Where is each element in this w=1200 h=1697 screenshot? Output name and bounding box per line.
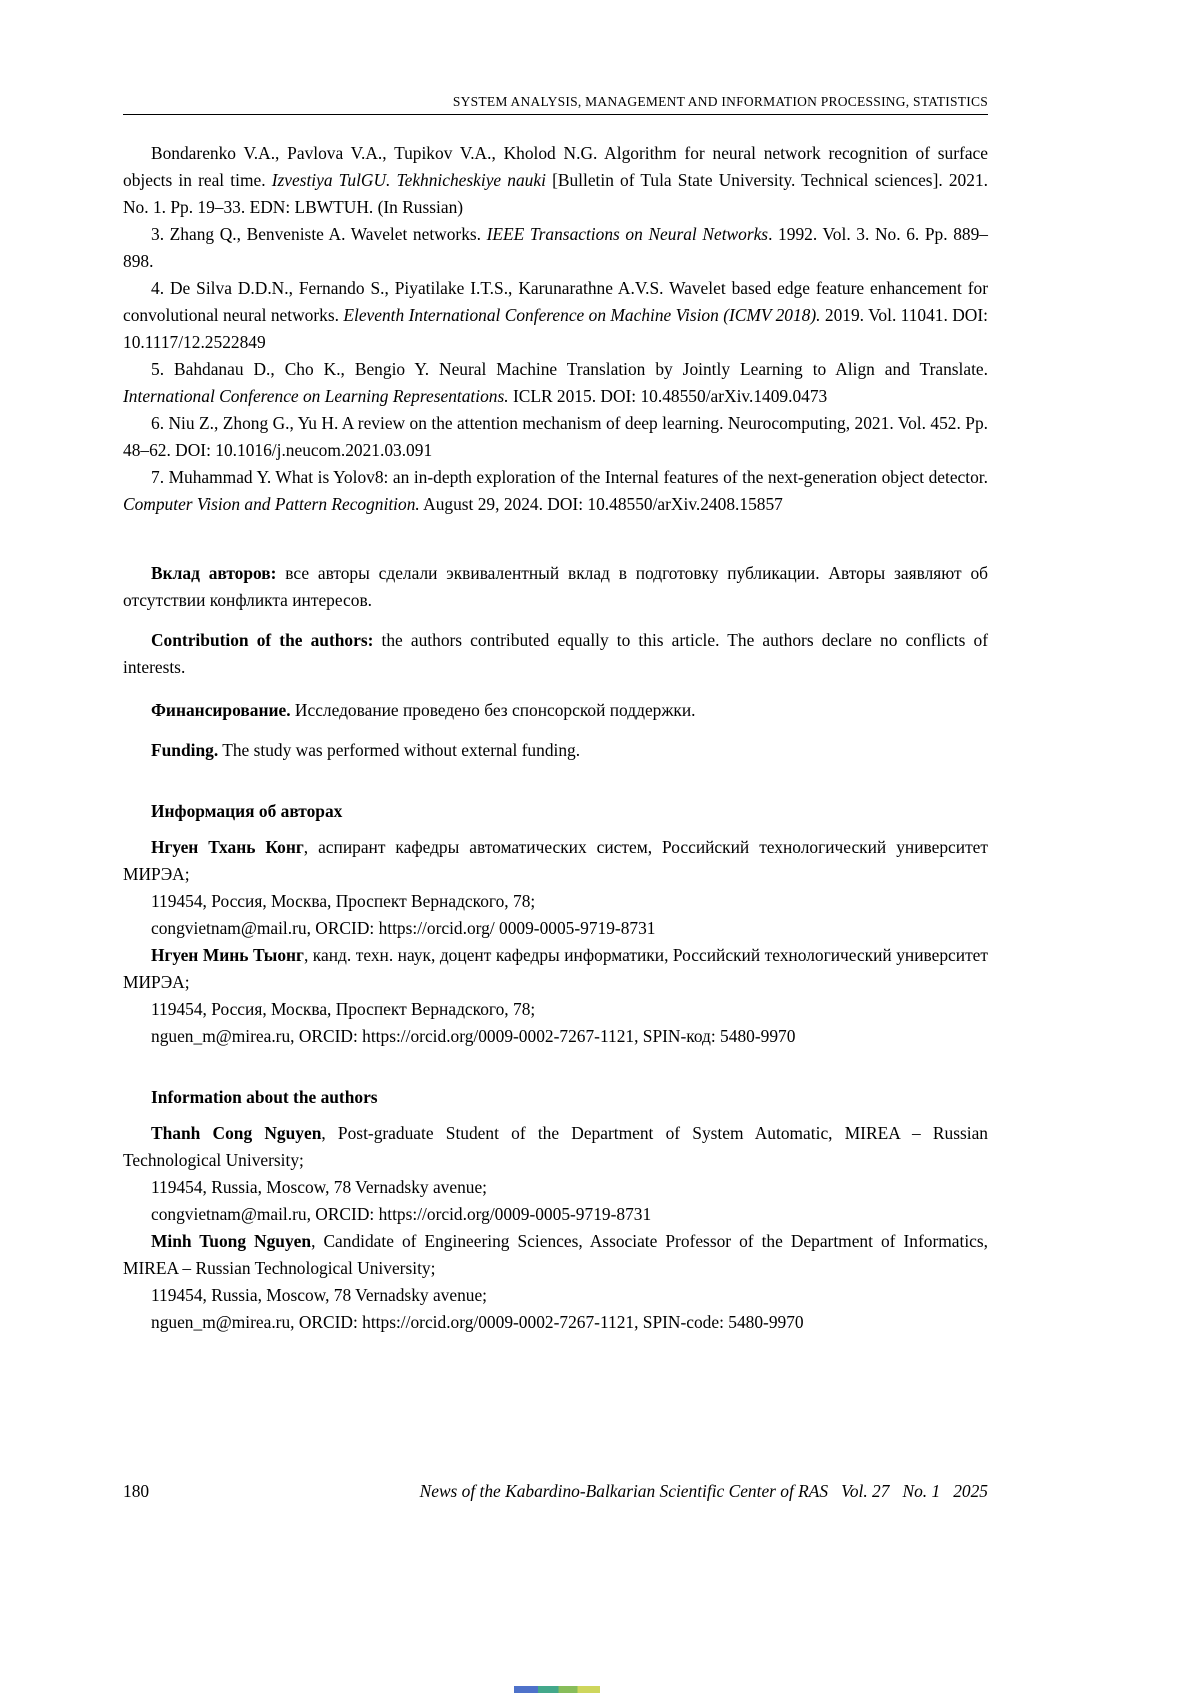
text-run: 119454, Россия, Москва, Проспект Вернадского, 78; [151,891,536,911]
italic-run: IEEE Transactions on Neural Networks [486,224,769,244]
author-ru-email-orcid [123,1023,988,1050]
header-rule [123,114,988,115]
text-run: , Candidate of Engineering Sciences, Associate Professor of the Department of Informatics, MIREA – Russian Technological University; [123,1231,988,1278]
references-section [123,140,988,518]
italic-run: Eleventh International Conference on Machine Vision (ICMV 2018). [343,305,821,325]
author-ru-address [123,996,988,1023]
funding-statement-en [123,737,988,764]
author-en-email-orcid [123,1309,988,1336]
author-en-address [123,1174,988,1201]
text-run: nguen_m@mirea.ru, ORCID: https://orcid.org/0009-0002-7267-1121, SPIN-код: 5480-9970 [151,1026,796,1046]
contribution-section [123,560,988,681]
text-run: , аспирант кафедры автоматических систем, Российский технологический университет МИРЭА; [123,837,988,884]
running-header [123,94,988,110]
text-run: 119454, Россия, Москва, Проспект Вернадского, 78; [151,999,536,1019]
reference-item [123,356,988,410]
running-header-text: SYSTEM ANALYSIS, MANAGEMENT AND INFORMATION PROCESSING, STATISTICS [452,94,988,109]
author-en-email-orcid [123,1201,988,1228]
text-run: 7. Muhammad Y. What is Yolov8: an in-depth exploration of the Internal features of the next-generation object detector. [151,467,988,487]
bold-run: Contribution of the authors: [151,630,374,650]
text-run: [Bulletin of Tula State University. Technical sciences]. 2021. No. 1. Pp. 19–33. EDN: LBWTUH. (In Russian) [123,170,988,217]
page-number: 180 [123,1481,150,1501]
text-run: , канд. техн. наук, доцент кафедры информатики, Российский технологический университет МИРЭА; [123,945,988,992]
page-content [123,140,988,1336]
author-ru-address [123,888,988,915]
funding-section [123,697,988,764]
author-en-name-affiliation [123,1120,988,1174]
bold-run: Funding. [151,740,219,760]
contribution-statement-en [123,627,988,681]
text-run: , Post-graduate Student of the Department of System Automatic, MIREA – Russian Technological University; [123,1123,988,1170]
journal-citation: News of the Kabardino-Balkarian Scientific Center of RAS Vol. 27 No. 1 2025 [419,1481,988,1501]
author-en-name-affiliation [123,1228,988,1282]
author-ru-name-affiliation [123,942,988,996]
bold-run: Финансирование. [151,700,291,720]
text-run: . 1992. Vol. 3. No. 6. Pp. 889–898. [123,224,988,271]
text-run: 119454, Russia, Moscow, 78 Vernadsky avenue; [151,1285,488,1305]
page-footer [123,1481,988,1502]
text-run: Исследование проведено без спонсорской поддержки. [290,700,696,720]
text-run: Bondarenko V.A., Pavlova V.A., Tupikov V.A., Kholod N.G. Algorithm for neural network recognition of surface objects in real time. [123,143,988,190]
text-run: The study was performed without external funding. [218,740,581,760]
text-run: 4. De Silva D.D.N., Fernando S., Piyatilake I.T.S., Karunarathne A.V.S. Wavelet based edge feature enhancement for convolutional neural networks. [123,278,988,325]
italic-run: Computer Vision and Pattern Recognition. [123,494,420,514]
author-ru-email-orcid [123,915,988,942]
text-run: 119454, Russia, Moscow, 78 Vernadsky avenue; [151,1177,488,1197]
color-artifact [514,1686,600,1693]
reference-item [123,275,988,356]
text-run: August 29, 2024. DOI: 10.48550/arXiv.2408.15857 [419,494,783,514]
reference-item [123,410,988,464]
text-run: 6. Niu Z., Zhong G., Yu H. A review on the attention mechanism of deep learning. Neurocomputing, 2021. Vol. 452. Pp. 48–62. DOI: 10.1016/j.neucom.2021.03.091 [123,413,988,460]
contribution-statement-ru [123,560,988,614]
italic-run: International Conference on Learning Representations. [123,386,509,406]
text-run: the authors contributed equally to this article. The authors declare no conflicts of interests. [123,630,988,677]
authors-en-heading: Information about the authors [151,1087,378,1107]
author-ru-name-affiliation [123,834,988,888]
italic-run: Izvestiya TulGU. Tekhnicheskiye nauki [271,170,546,190]
text-run: ICLR 2015. DOI: 10.48550/arXiv.1409.0473 [508,386,828,406]
bold-run: Нгуен Минь Тыонг [151,945,304,965]
text-run: congvietnam@mail.ru, ORCID: https://orcid.org/ 0009-0005-9719-8731 [151,918,656,938]
reference-item [123,464,988,518]
bold-run: Minh Tuong Nguyen [151,1231,312,1251]
text-run: 2019. Vol. 11041. DOI: 10.1117/12.2522849 [123,305,988,352]
authors-ru-heading: Информация об авторах [151,801,343,821]
bold-run: Нгуен Тхань Конг [151,837,304,857]
text-run: nguen_m@mirea.ru, ORCID: https://orcid.org/0009-0002-7267-1121, SPIN-code: 5480-9970 [151,1312,804,1332]
text-run: все авторы сделали эквивалентный вклад в подготовку публикации. Авторы заявляют об отсутствии конфликта интересов. [123,563,988,610]
text-run: 5. Bahdanau D., Cho K., Bengio Y. Neural Machine Translation by Jointly Learning to Align and Translate. [151,359,988,379]
text-run: 3. Zhang Q., Benveniste A. Wavelet networks. [151,224,487,244]
funding-statement-ru [123,697,988,724]
authors-info-ru-section [123,798,988,1050]
text-run: congvietnam@mail.ru, ORCID: https://orcid.org/0009-0005-9719-8731 [151,1204,652,1224]
bold-run: Вклад авторов: [151,563,277,583]
reference-item [123,140,988,221]
bold-run: Thanh Cong Nguyen [151,1123,322,1143]
author-en-address [123,1282,988,1309]
authors-info-en-section [123,1084,988,1336]
reference-item [123,221,988,275]
